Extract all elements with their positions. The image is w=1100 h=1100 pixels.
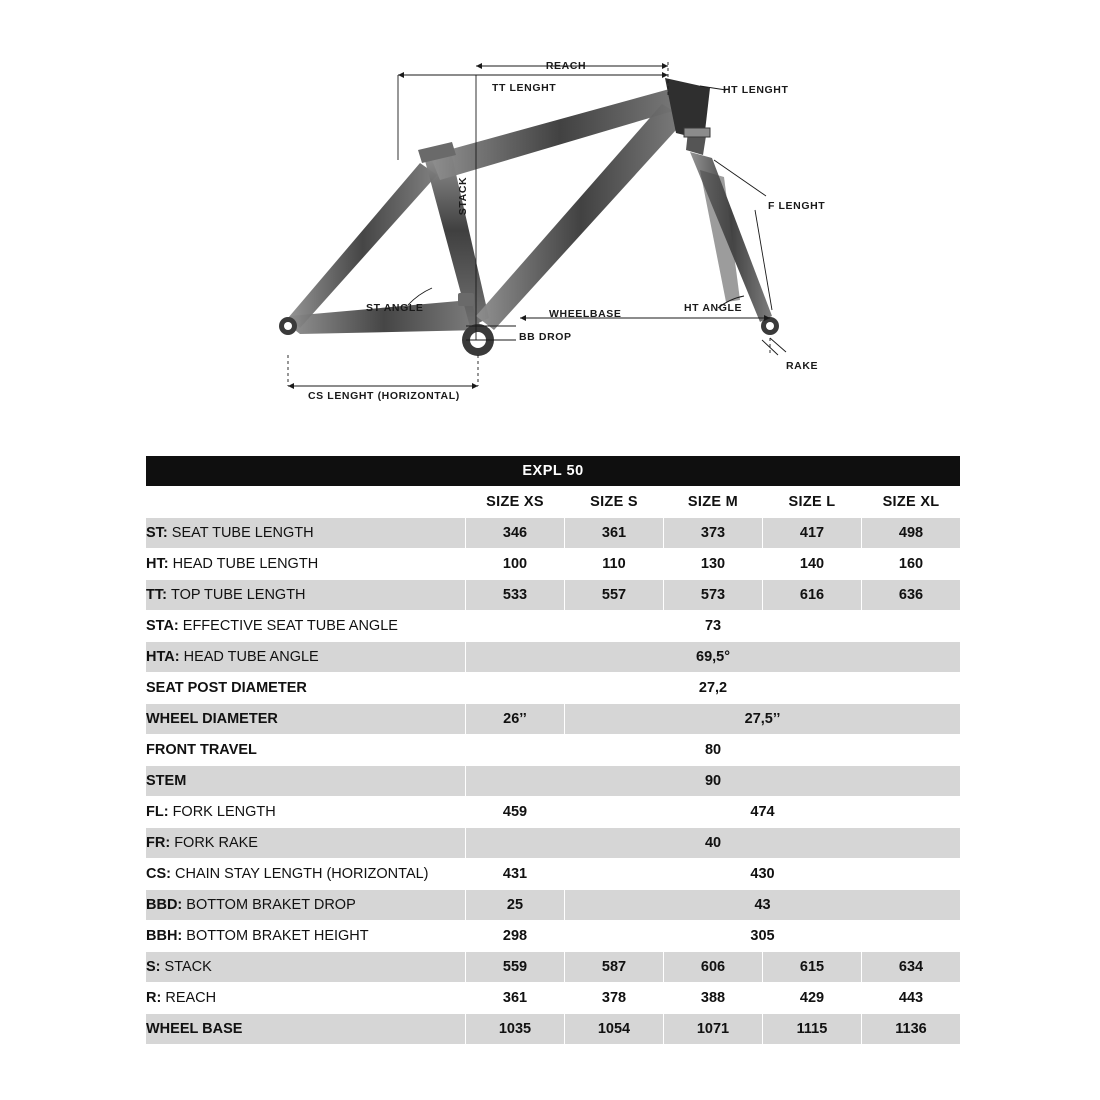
row-label-16: R: REACH (146, 983, 466, 1014)
cell-r1-c5: 498 (862, 518, 961, 549)
cell-r15-c4: 615 (763, 952, 862, 983)
row-label-8: FRONT TRAVEL (146, 735, 466, 766)
cell-r13-c2: 43 (565, 890, 961, 921)
cell-r5-c1: 69,5° (466, 642, 961, 673)
cell-r14-c2: 305 (565, 921, 961, 952)
row-label-13: BBD: BOTTOM BRAKET DROP (146, 890, 466, 921)
row-label-1: ST: SEAT TUBE LENGTH (146, 518, 466, 549)
cell-r3-c5: 636 (862, 580, 961, 611)
table-row (146, 704, 961, 735)
cell-r15-c5: 634 (862, 952, 961, 983)
table-row (146, 983, 961, 1014)
row-label-17: WHEEL BASE (146, 1014, 466, 1045)
table-row (146, 921, 961, 952)
cell-r2-c5: 160 (862, 549, 961, 580)
table-title-row (146, 456, 961, 487)
cell-r2-c1: 100 (466, 549, 565, 580)
row-label-11: FR: FORK RAKE (146, 828, 466, 859)
cell-r11-c1: 40 (466, 828, 961, 859)
cell-r15-c2: 587 (565, 952, 664, 983)
cell-r3-c1: 533 (466, 580, 565, 611)
label-wheelbase: WHEELBASE (549, 308, 622, 320)
cell-r16-c4: 429 (763, 983, 862, 1014)
cell-r2-c4: 140 (763, 549, 862, 580)
label-bb-drop: BB DROP (519, 331, 572, 343)
cell-r16-c3: 388 (664, 983, 763, 1014)
cell-r1-c1: 346 (466, 518, 565, 549)
row-label-12: CS: CHAIN STAY LENGTH (HORIZONTAL) (146, 859, 466, 890)
label-tt-lenght: TT LENGHT (492, 82, 557, 94)
label-ht-angle: HT ANGLE (684, 302, 743, 314)
table-row (146, 890, 961, 921)
cell-r13-c1: 25 (466, 890, 565, 921)
label-cs-lenght: CS LENGHT (HORIZONTAL) (308, 390, 460, 402)
table-row (146, 735, 961, 766)
cell-r16-c1: 361 (466, 983, 565, 1014)
table-row (146, 518, 961, 549)
geometry-table-container (145, 455, 960, 1045)
cell-r10-c2: 474 (565, 797, 961, 828)
header-blank-cell (146, 487, 466, 518)
cell-r17-c5: 1136 (862, 1014, 961, 1045)
column-header-size-4: SIZE L (763, 487, 862, 518)
label-ht-lenght: HT LENGHT (723, 84, 789, 96)
row-label-3: TT: TOP TUBE LENGTH (146, 580, 466, 611)
cell-r17-c1: 1035 (466, 1014, 565, 1045)
column-header-size-2: SIZE S (565, 487, 664, 518)
row-label-14: BBH: BOTTOM BRAKET HEIGHT (146, 921, 466, 952)
label-reach: REACH (545, 60, 587, 72)
cell-r3-c3: 573 (664, 580, 763, 611)
table-row (146, 859, 961, 890)
geometry-diagram (0, 0, 1100, 440)
table-row (146, 766, 961, 797)
label-st-angle: ST ANGLE (366, 302, 424, 314)
cell-r15-c1: 559 (466, 952, 565, 983)
column-header-size-1: SIZE XS (466, 487, 565, 518)
cell-r16-c2: 378 (565, 983, 664, 1014)
cell-r17-c2: 1054 (565, 1014, 664, 1045)
table-row (146, 797, 961, 828)
table-row (146, 642, 961, 673)
table-row (146, 952, 961, 983)
cell-r3-c2: 557 (565, 580, 664, 611)
cell-r8-c1: 80 (466, 735, 961, 766)
label-rake: RAKE (786, 360, 819, 372)
row-label-7: WHEEL DIAMETER (146, 704, 466, 735)
cell-r3-c4: 616 (763, 580, 862, 611)
table-row (146, 611, 961, 642)
row-label-2: HT: HEAD TUBE LENGTH (146, 549, 466, 580)
row-label-10: FL: FORK LENGTH (146, 797, 466, 828)
cell-r17-c3: 1071 (664, 1014, 763, 1045)
table-row (146, 580, 961, 611)
cell-r10-c1: 459 (466, 797, 565, 828)
cell-r14-c1: 298 (466, 921, 565, 952)
geometry-table (145, 455, 961, 1045)
table-title: EXPL 50 (146, 456, 961, 487)
cell-r15-c3: 606 (664, 952, 763, 983)
cell-r9-c1: 90 (466, 766, 961, 797)
cell-r12-c2: 430 (565, 859, 961, 890)
cell-r7-c2: 27,5’’ (565, 704, 961, 735)
cell-r6-c1: 27,2 (466, 673, 961, 704)
column-header-size-3: SIZE M (664, 487, 763, 518)
cell-r12-c1: 431 (466, 859, 565, 890)
cell-r1-c3: 373 (664, 518, 763, 549)
cell-r1-c2: 361 (565, 518, 664, 549)
label-stack: STACK (457, 176, 469, 216)
table-row (146, 1014, 961, 1045)
frame-drawing (0, 0, 1100, 440)
row-label-9: STEM (146, 766, 466, 797)
cell-r1-c4: 417 (763, 518, 862, 549)
row-label-6: SEAT POST DIAMETER (146, 673, 466, 704)
label-f-lenght: F LENGHT (768, 200, 826, 212)
cell-r2-c3: 130 (664, 549, 763, 580)
table-header-row (146, 487, 961, 518)
row-label-15: S: STACK (146, 952, 466, 983)
cell-r16-c5: 443 (862, 983, 961, 1014)
table-row (146, 828, 961, 859)
cell-r17-c4: 1115 (763, 1014, 862, 1045)
frame-silhouette (279, 78, 779, 356)
table-row (146, 673, 961, 704)
cell-r2-c2: 110 (565, 549, 664, 580)
table-row (146, 549, 961, 580)
cell-r4-c1: 73 (466, 611, 961, 642)
column-header-size-5: SIZE XL (862, 487, 961, 518)
row-label-4: STA: EFFECTIVE SEAT TUBE ANGLE (146, 611, 466, 642)
cell-r7-c1: 26’’ (466, 704, 565, 735)
row-label-5: HTA: HEAD TUBE ANGLE (146, 642, 466, 673)
